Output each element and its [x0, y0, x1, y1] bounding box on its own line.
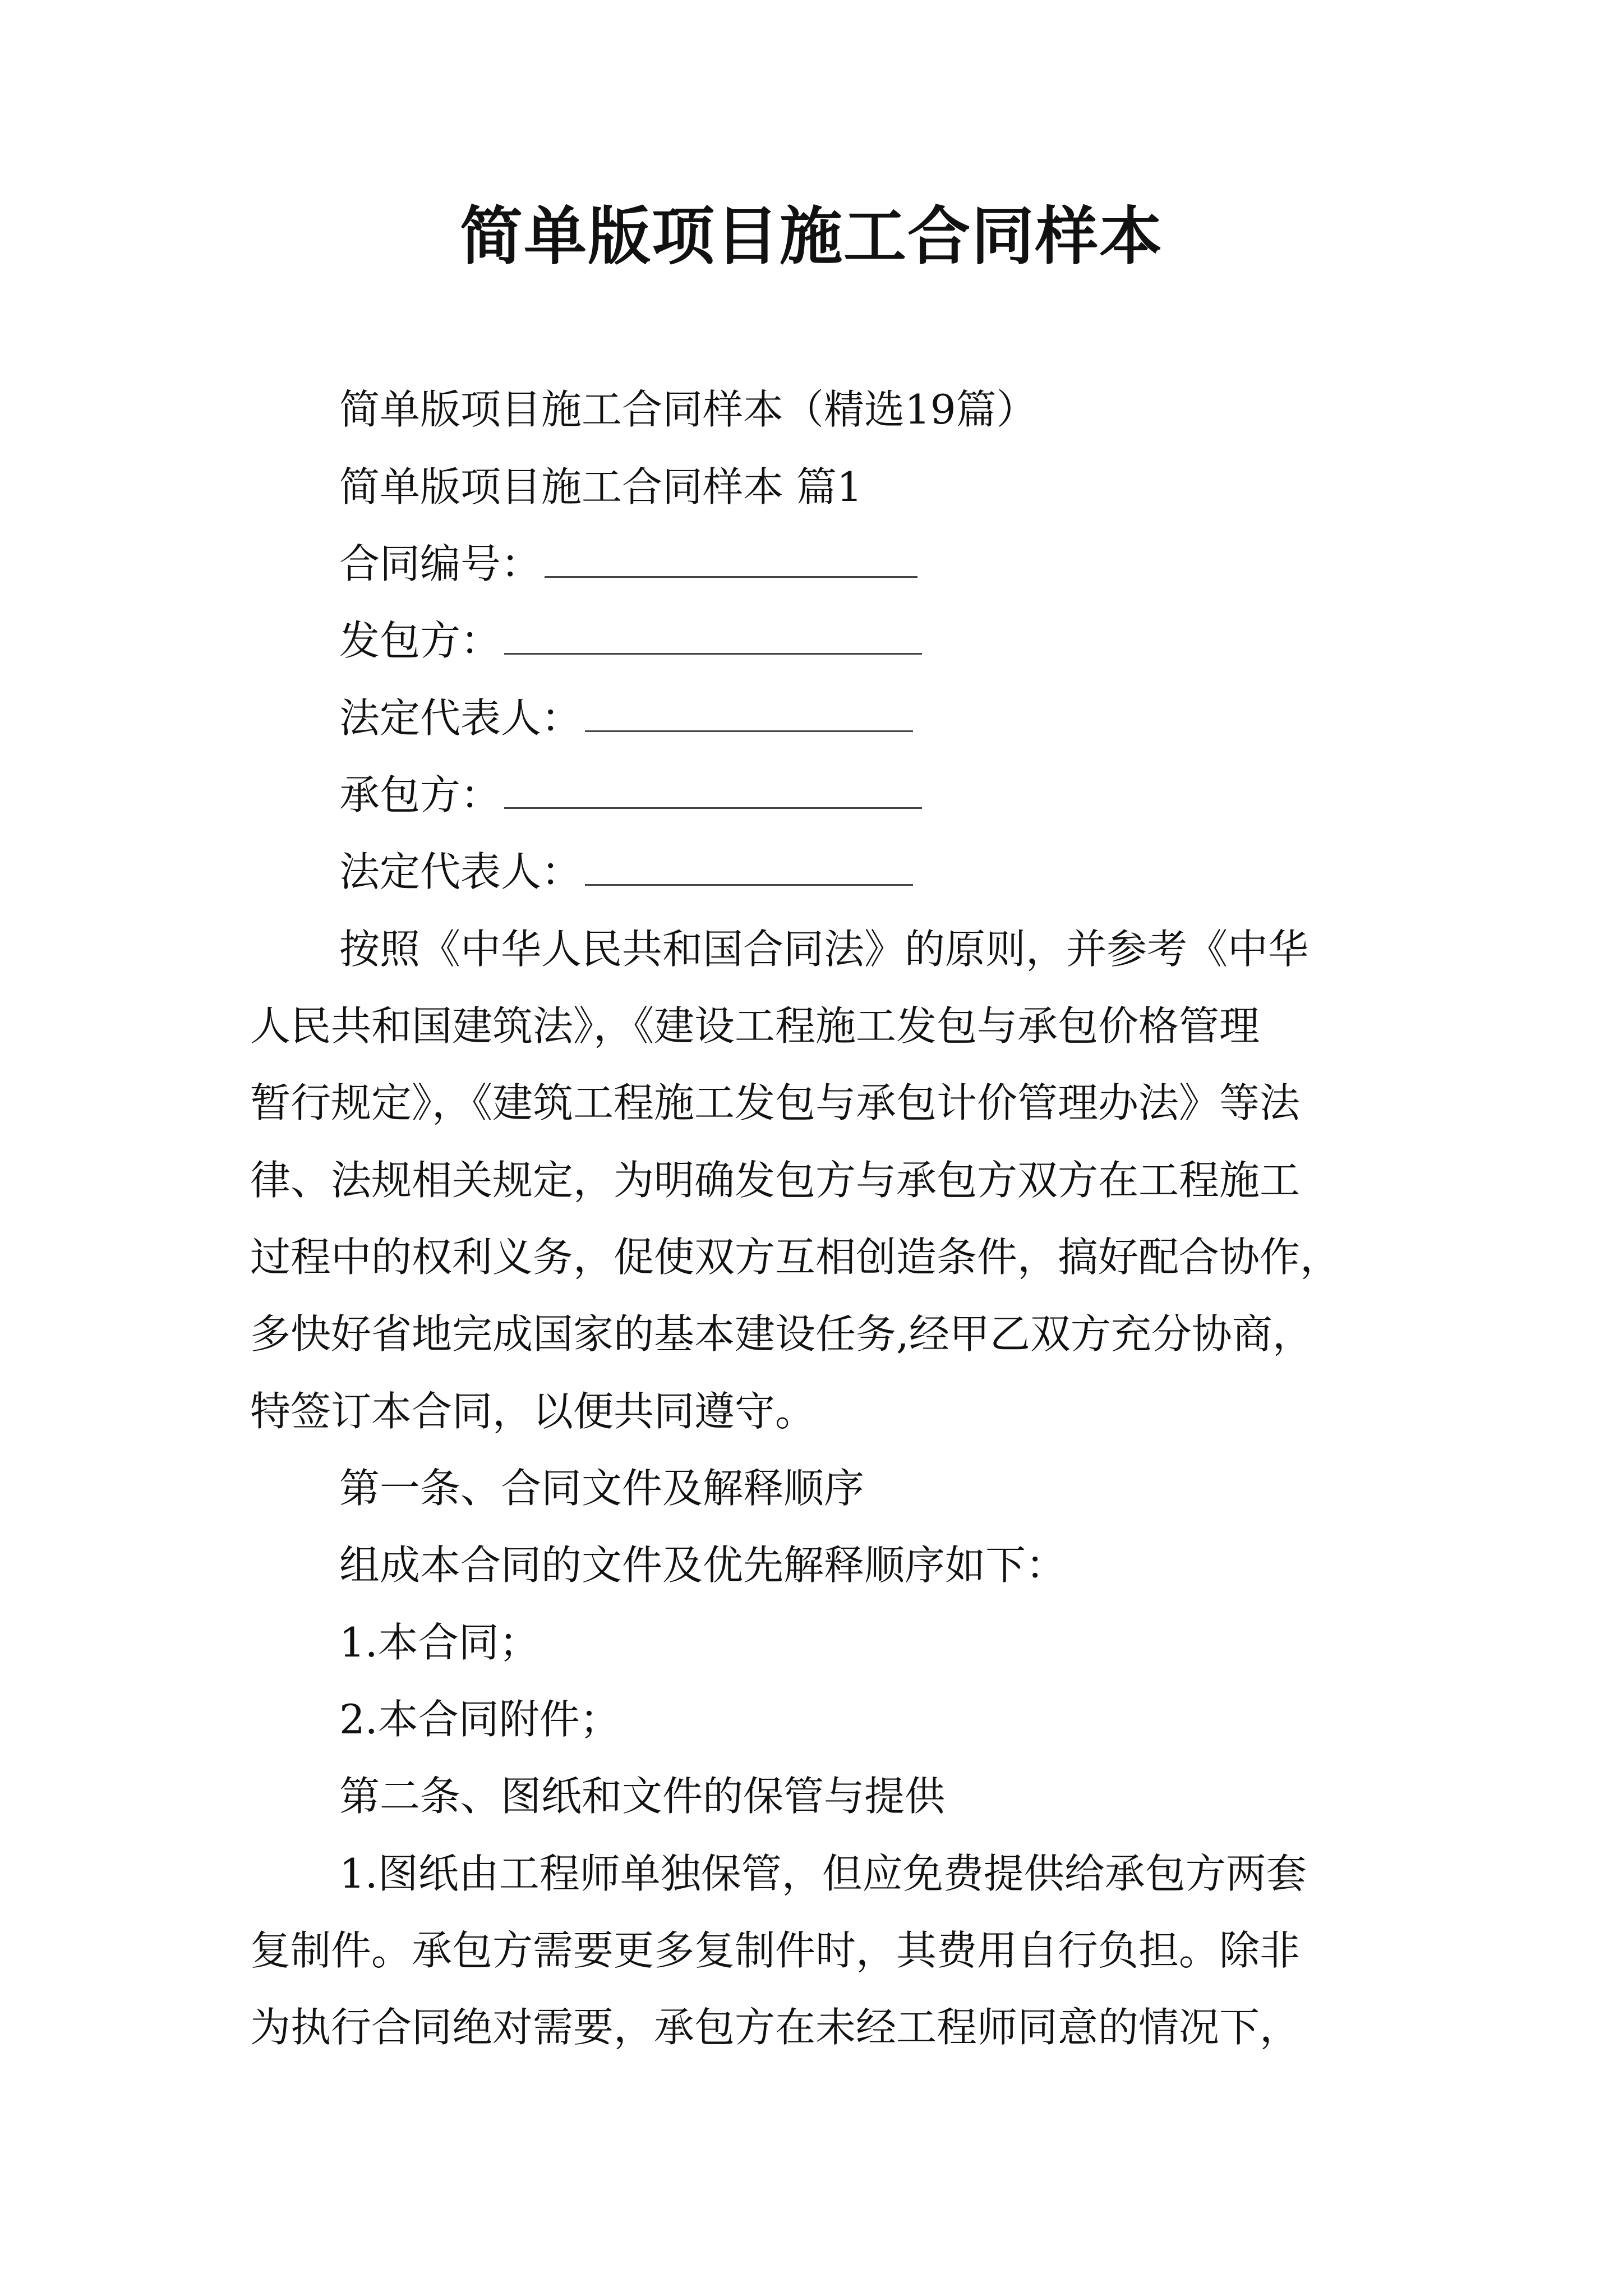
field-blank — [585, 691, 913, 732]
article2-heading: 第二条、图纸和文件的保管与提供 — [339, 1773, 946, 1820]
preamble-line: 特签订本合同，以便共同遵守。 — [250, 1388, 816, 1435]
field-blank — [585, 845, 913, 886]
field-contractor — [339, 767, 922, 823]
preamble-line: 多快好省地完成国家的基本建设任务,经甲乙双方充分协商， — [250, 1310, 1313, 1358]
field-contract-number — [339, 536, 917, 592]
field-blank — [545, 537, 917, 578]
section-heading: 简单版项目施工合同样本 篇1 — [339, 463, 863, 510]
field-label: 发包方： — [339, 617, 501, 664]
field-label: 法定代表人： — [339, 694, 582, 742]
field-label: 法定代表人： — [339, 848, 582, 895]
preamble-line: 按照《中华人民共和国合同法》的原则，并参考《中华 — [339, 926, 1309, 973]
article1-item: 1.本合同； — [339, 1619, 540, 1666]
field-contractor-representative — [339, 844, 913, 900]
article2-line: 为执行合同绝对需要，承包方在未经工程师同意的情况下， — [250, 2004, 1301, 2051]
document-title: 简单版项目施工合同样本 — [460, 200, 1163, 273]
field-label: 承包方： — [339, 771, 501, 818]
field-employer-representative — [339, 690, 913, 746]
preamble-line: 律、法规相关规定，为明确发包方与承包方双方在工程施工 — [250, 1157, 1301, 1204]
article1-intro: 组成本合同的文件及优先解释顺序如下： — [339, 1542, 1067, 1589]
preamble-line: 人民共和国建筑法》，《建设工程施工发包与承包价格管理 — [250, 1002, 1260, 1050]
field-employer — [339, 613, 922, 669]
field-blank — [504, 768, 922, 809]
article2-line: 复制件。承包方需要更多复制件时，其费用自行负担。除非 — [250, 1927, 1301, 1974]
preamble-line: 过程中的权利义务，促使双方互相创造条件，搞好配合协作， — [250, 1234, 1341, 1281]
field-blank — [504, 614, 922, 655]
article1-item: 2.本合同附件； — [339, 1696, 620, 1743]
article1-heading: 第一条、合同文件及解释顺序 — [339, 1465, 865, 1512]
field-label: 合同编号： — [339, 540, 542, 587]
preamble-line: 暂行规定》，《建筑工程施工发包与承包计价管理办法》等法 — [250, 1079, 1301, 1126]
article2-line: 1.图纸由工程师单独保管，但应免费提供给承包方两套 — [339, 1850, 1307, 1897]
document-subtitle: 简单版项目施工合同样本（精选19篇） — [339, 386, 1037, 433]
